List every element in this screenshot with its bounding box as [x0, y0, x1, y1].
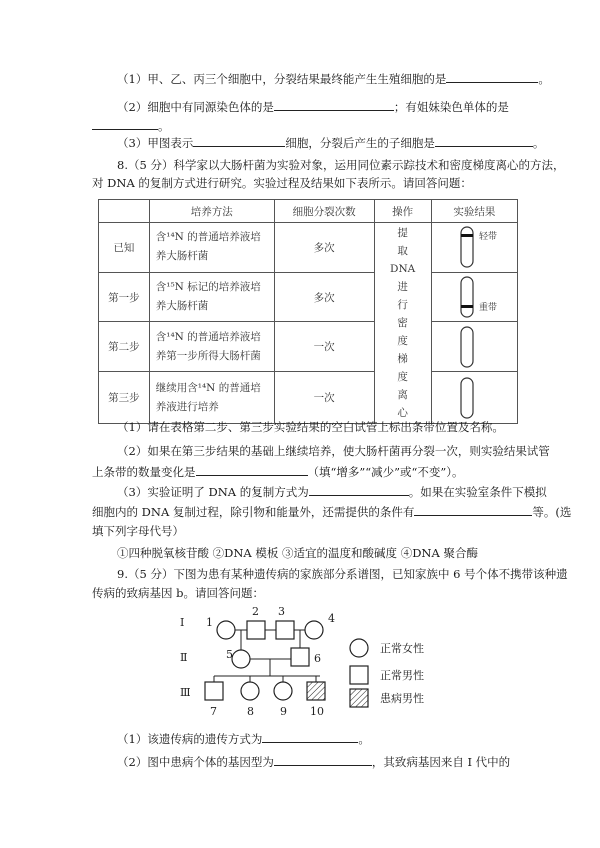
count-cell: 一次: [274, 322, 374, 372]
answer-blank[interactable]: [435, 134, 533, 147]
q7-part1: （1）甲、乙、丙三个细胞中，分裂结果最终能产生生殖细胞的是 。: [117, 72, 550, 86]
q8-part2: （2）如果在第三步结果的基础上继续培养，使大肠杆菌再分裂一次，则实验结果试管: [117, 444, 550, 458]
generation-label: Ⅲ: [180, 686, 191, 699]
count-cell: 一次: [274, 372, 374, 424]
answer-blank[interactable]: [414, 503, 532, 516]
count-cell: 多次: [274, 223, 374, 273]
female-1: [217, 621, 235, 639]
female-4: [305, 621, 323, 639]
q8-intro-cont: 对 DNA 的复制方式进行研究。实验过程及结果如下表所示。请回答问题：: [92, 176, 472, 190]
header-operation: 操作: [374, 200, 431, 223]
answer-blank[interactable]: [193, 134, 285, 147]
q9-intro-cont: 传病的致病基因 b。请回答问题：: [92, 586, 265, 600]
answer-blank[interactable]: [196, 463, 308, 476]
result-cell: [431, 223, 517, 273]
individual-number: 1: [206, 616, 213, 629]
male-3: [276, 621, 294, 639]
method-cell: 含¹⁵N 标记的培养液培 养大肠杆菌: [149, 272, 274, 322]
count-cell: 多次: [274, 272, 374, 322]
legend-label: 患病男性: [380, 692, 424, 705]
q9-part2: （2）图中患病个体的基因型为 ，其致病基因来自 Ⅰ 代中的: [117, 755, 511, 769]
heavy-band-label: 重带: [479, 303, 498, 314]
individual-number: 5: [226, 648, 233, 661]
individual-number: 7: [210, 705, 217, 718]
q7-part2: （2）细胞中有同源染色体的是 ；有姐妹染色单体的是: [117, 100, 509, 114]
female-9: [274, 682, 292, 700]
q8-part3: （3）实验证明了 DNA 的复制方式为 。如果在实验室条件下模拟: [117, 485, 547, 499]
test-tube-blank-step3[interactable]: [439, 376, 509, 420]
table-row: [99, 372, 518, 424]
male-7: [205, 682, 223, 700]
light-band-label: 轻带: [479, 232, 498, 243]
female-8: [241, 682, 259, 700]
result-cell[interactable]: [431, 322, 517, 372]
q7-part2-cont: 。: [92, 117, 170, 134]
individual-number: 3: [278, 605, 285, 618]
answer-blank[interactable]: [274, 753, 372, 766]
step-label: 已知: [99, 223, 150, 273]
table-row: [99, 322, 518, 372]
male-6: [291, 648, 309, 666]
test-tube-blank-step2[interactable]: [439, 325, 509, 369]
header-count: 细胞分裂次数: [274, 200, 374, 223]
q8-intro: 8.（5 分）科学家以大肠杆菌为实验对象，运用同位素示踪技术和密度梯度离心的方法，: [117, 158, 565, 172]
answer-blank[interactable]: [274, 98, 394, 111]
header-result: 实验结果: [431, 200, 517, 223]
individual-number: 9: [280, 705, 287, 718]
method-cell: 含¹⁴N 的普通培养液培 养第一步所得大肠杆菌: [149, 322, 274, 372]
generation-label: Ⅱ: [180, 651, 188, 664]
table-row: [99, 272, 518, 322]
experiment-table: [98, 199, 518, 424]
q8-options: ①四种脱氧核苷酸 ②DNA 模板 ③适宜的温度和酸碱度 ④DNA 聚合酶: [117, 546, 478, 560]
result-cell: [431, 272, 517, 322]
q7-part3: （3）甲图表示 细胞，分裂后产生的子细胞是 。: [117, 136, 545, 150]
individual-number: 2: [252, 605, 259, 618]
q8-part3-cont2: 填下列字母代号）: [92, 524, 184, 538]
female-5: [232, 650, 250, 668]
legend-male-icon: [350, 666, 368, 684]
answer-blank[interactable]: [446, 70, 538, 83]
q8-part1: （1）请在表格第二步、第三步实验结果的空白试管上标出条带位置及名称。: [117, 420, 504, 434]
step-label: 第二步: [99, 322, 150, 372]
q9-intro: 9.（5 分）下图为患有某种遗传病的家族部分系谱图，已知家族中 6 号个体不携带该种遗: [117, 567, 568, 581]
header-method: 培养方法: [149, 200, 274, 223]
legend-affected-male-icon: [350, 689, 368, 707]
male-2: [247, 621, 265, 639]
q9-part1: （1）该遗传病的遗传方式为 。: [117, 732, 370, 746]
individual-number: 8: [247, 705, 254, 718]
method-cell: 继续用含¹⁴N 的普通培 养液进行培养: [149, 372, 274, 424]
q8-part2-cont: 上条带的数量变化是 （填“增多”“减少”或“不变”）。: [92, 465, 464, 479]
answer-blank[interactable]: [262, 730, 358, 743]
legend-female-icon: [350, 639, 368, 657]
test-tube-light-band: [439, 225, 509, 269]
table-row: [99, 223, 518, 273]
affected-male-10: [307, 682, 325, 700]
individual-number: 10: [310, 705, 324, 718]
answer-blank[interactable]: [309, 483, 409, 496]
legend-label: 正常男性: [380, 669, 424, 682]
answer-blank[interactable]: [92, 117, 158, 130]
step-label: 第三步: [99, 372, 150, 424]
generation-label: Ⅰ: [180, 616, 185, 629]
legend-label: 正常女性: [380, 642, 424, 655]
q8-part3-cont: 细胞内的 DNA 复制过程，除引物和能量外，还需提供的条件有 等。(选: [92, 505, 572, 519]
result-cell[interactable]: [431, 372, 517, 424]
method-cell: 含¹⁴N 的普通培养液培 养大肠杆菌: [149, 223, 274, 273]
operation-cell: 提 取 DNA 进 行 密 度 梯 度 离 心: [374, 223, 431, 424]
test-tube-heavy-band: [439, 275, 509, 319]
pedigree-diagram: [170, 598, 470, 722]
individual-number: 4: [328, 612, 335, 625]
header-blank: [99, 200, 150, 223]
individual-number: 6: [314, 652, 321, 665]
step-label: 第一步: [99, 272, 150, 322]
